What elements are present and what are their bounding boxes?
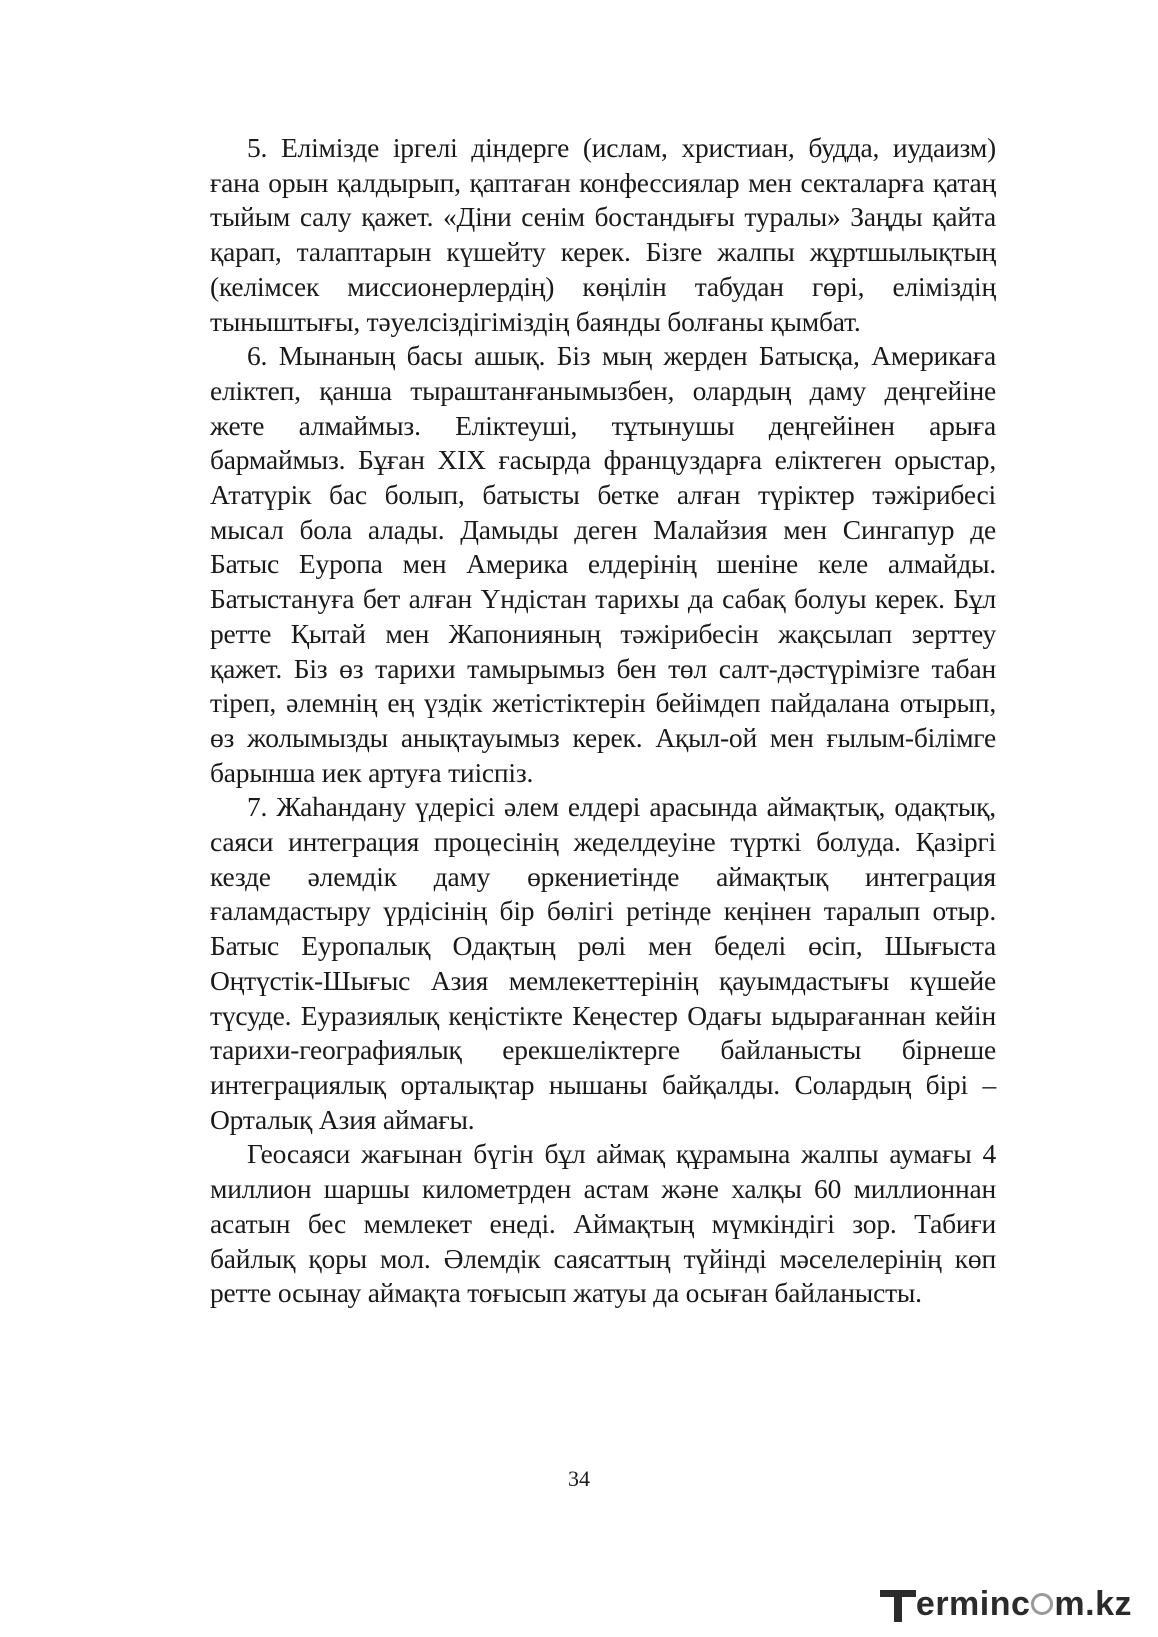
- termincom-watermark: [880, 1579, 1132, 1629]
- o-ring-icon: [1031, 1593, 1053, 1615]
- paragraph-geopolitics: Геосаяси жағынан бүгін бұл аймақ құрамына жалпы аумағы 4 миллион шаршы километрден астам және халқы 60 миллионнан асатын бес мемлекет енеді. Аймақтың мүмкіндігі зор. Табиғи байлық қоры мол. Әлемдік саясаттың түйінді мәселелерінің көп ретте осынау аймақта тоғысып жатуы да осыған байланысты.: [210, 1138, 996, 1309]
- watermark-text-part1: erminc: [915, 1584, 1031, 1623]
- paragraph-6: 6. Мынаның басы ашық. Біз мың жерден Батысқа, Америкаға еліктеп, қанша тыраштанғанымызбен, олардың даму деңгейіне жете алмаймыз. Еліктеуші, тұтынушы деңгейінен арыға бармаймыз. Бұған ХІХ ғасырда француздарға еліктеген орыстар, Ататүрік бас болып, батысты бетке алған түріктер тәжірибесі мысал бола алады. Дамыды деген Малайзия мен Сингапур де Батыс Еуропа мен Америка елдерінің шеніне келе алмайды. Батыстануға бет алған Үндістан тарихы да сабақ болуы керек. Бұл ретте Қытай мен Жапонияның тәжірибесін жақсылап зерттеу қажет. Біз өз тарихи тамырымыз бен төл салт-дәстүрімізге табан тіреп, әлемнің ең үздік жетістіктерін бейімдеп пайдалана отырып, өз жолымызды анықтауымыз керек. Ақыл-ой мен ғылым-білімге барынша иек артуға тиіспіз.: [210, 340, 996, 788]
- document-body: [210, 131, 996, 1311]
- paragraph-5: 5. Елімізде іргелі діндерге (ислам, христиан, будда, иудаизм) ғана орын қалдырып, қаптаған конфессиялар мен секталарға қатаң тыйым салу қажет. «Діни сенім бостандығы туралы» Заңды қайта қарап, талаптарын күшейту керек. Бізге жалпы жұртшылықтың (келімсек миссионерлердің) көңілін табудан гөрі, еліміздің тыныштығы, тәуелсіздігіміздің баянды болғаны қымбат.: [210, 132, 996, 337]
- paragraph-7: 7. Жаһандану үдерісі әлем елдері арасында аймақтық, одақтық, саяси интеграция процесінің жеделдеуіне түрткі болуда. Қазіргі кезде әлемдік даму өркениетінде аймақтық интеграция ғаламдастыру үрдісінің бір бөлігі ретінде кеңінен таралып отыр. Батыс Еуропалық Одақтың рөлі мен беделі өсіп, Шығыста Оңтүстік-Шығыс Азия мемлекеттерінің қауымдастығы күшейе түсуде. Еуразиялық кеңістікте Кеңестер Одағы ыдырағаннан кейін тарихи-географиялық ерекшеліктерге байланысты бірнеше интеграциялық орталықтар нышаны байқалды. Солардың бірі – Орталық Азия аймағы.: [210, 791, 996, 1135]
- watermark-text-part2: m.kz: [1054, 1584, 1132, 1623]
- page-number: 34: [568, 1466, 590, 1491]
- t-logo-icon: [880, 1584, 916, 1624]
